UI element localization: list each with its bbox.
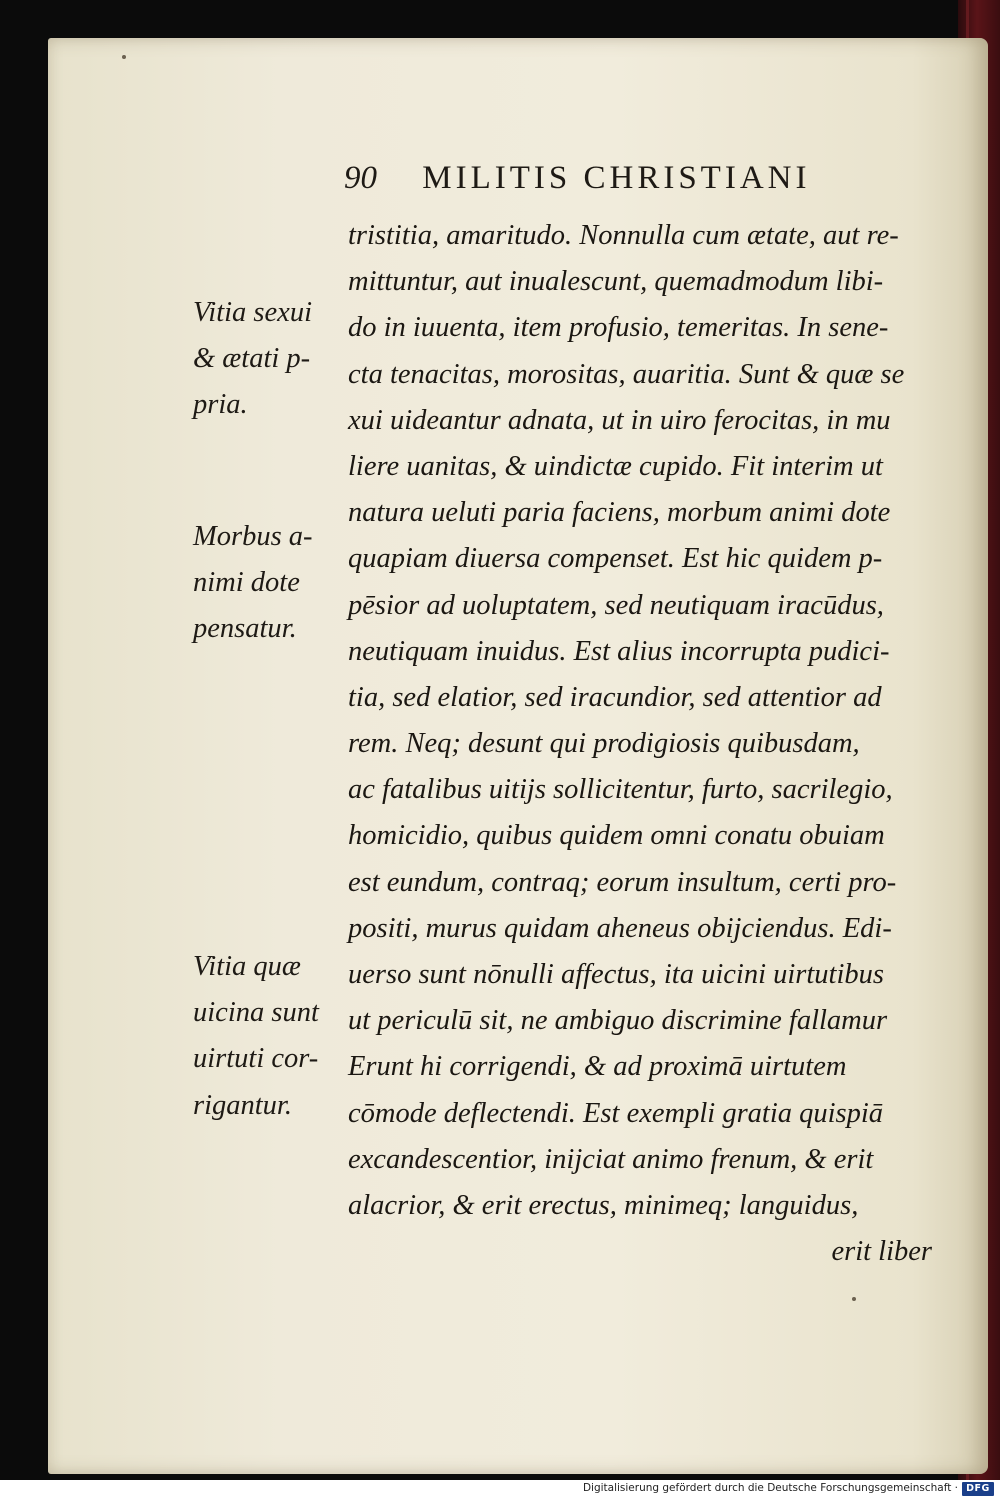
paper-speck <box>852 1297 856 1301</box>
text-line: ut periculū sit, ne ambiguo discrimine fallamur <box>348 1005 888 1037</box>
footer-bar <box>0 1480 1000 1499</box>
text-line: alacrior, & erit erectus, minimeq; languidus, <box>348 1189 859 1221</box>
text-line: cōmode deflectendi. Est exempli gratia quispiā <box>348 1097 884 1129</box>
margin-note <box>193 290 353 429</box>
running-title: MILITIS CHRISTIANI <box>422 160 811 196</box>
margin-note-line: pensatur. <box>193 613 297 645</box>
text-line: homicidio, quibus quidem omni conatu obuiam <box>348 820 885 852</box>
catchword: erit liber <box>831 1236 932 1268</box>
dfg-logo: DFG <box>962 1482 994 1496</box>
margin-note-line: pria. <box>193 389 248 421</box>
main-text-block <box>348 213 938 1275</box>
text-line: est eundum, contraq; eorum insultum, certi pro- <box>348 866 897 898</box>
text-line: pēsior ad uoluptatem, sed neutiquam iracūdus, <box>348 589 884 621</box>
text-line: tia, sed elatior, sed iracundior, sed attentior ad <box>348 681 882 713</box>
margin-note-line: nimi dote <box>193 567 300 599</box>
text-line: ac fatalibus uitijs sollicitentur, furto, sacrilegio, <box>348 774 893 806</box>
margin-note-line: & ætati p- <box>193 343 311 375</box>
margin-note-line: rigantur. <box>193 1089 292 1121</box>
margin-note <box>193 944 353 1129</box>
margin-note <box>193 514 353 653</box>
margin-note-line: Morbus a- <box>193 521 313 552</box>
text-line: uerso sunt nōnulli affectus, ita uicini uirtutibus <box>348 959 884 990</box>
text-line: mittuntur, aut inualescunt, quemadmodum libi- <box>348 266 884 298</box>
text-line: positi, murus quidam aheneus obijciendus. Edi- <box>348 912 892 944</box>
text-line: do in iuuenta, item profusio, temeritas. In sene- <box>348 312 889 344</box>
text-line: excandescentior, inijciat animo frenum, & erit <box>348 1143 874 1175</box>
text-line: liere uanitas, & uindictæ cupido. Fit interim ut <box>348 450 883 482</box>
margin-note-line: Vitia quæ <box>193 951 301 982</box>
margin-note-line: uirtuti cor- <box>193 1043 319 1075</box>
margin-note-line: uicina sunt <box>193 997 319 1029</box>
funding-credit: Digitalisierung gefördert durch die Deutsche Forschungsgemeinschaft · <box>582 1482 958 1494</box>
paper-speck <box>122 55 126 59</box>
text-line: neutiquam inuidus. Est alius incorrupta pudici- <box>348 635 890 667</box>
text-line: rem. Neq; desunt qui prodigiosis quibusdam, <box>348 728 860 760</box>
text-line: quapiam diuersa compenset. Est hic quidem p- <box>348 543 883 575</box>
margin-note-line: Vitia sexui <box>193 297 312 328</box>
text-line: cta tenacitas, morositas, auaritia. Sunt & quæ se <box>348 358 905 390</box>
running-header <box>344 160 904 204</box>
text-line: Erunt hi corrigendi, & ad proximā uirtutem <box>348 1051 847 1083</box>
page-number: 90 <box>344 160 377 196</box>
text-line: tristitia, amaritudo. Nonnulla cum ætate, aut re- <box>348 220 899 251</box>
text-line: natura ueluti paria faciens, morbum animi dote <box>348 497 891 529</box>
text-line: xui uideantur adnata, ut in uiro ferocitas, in mu <box>348 404 891 436</box>
